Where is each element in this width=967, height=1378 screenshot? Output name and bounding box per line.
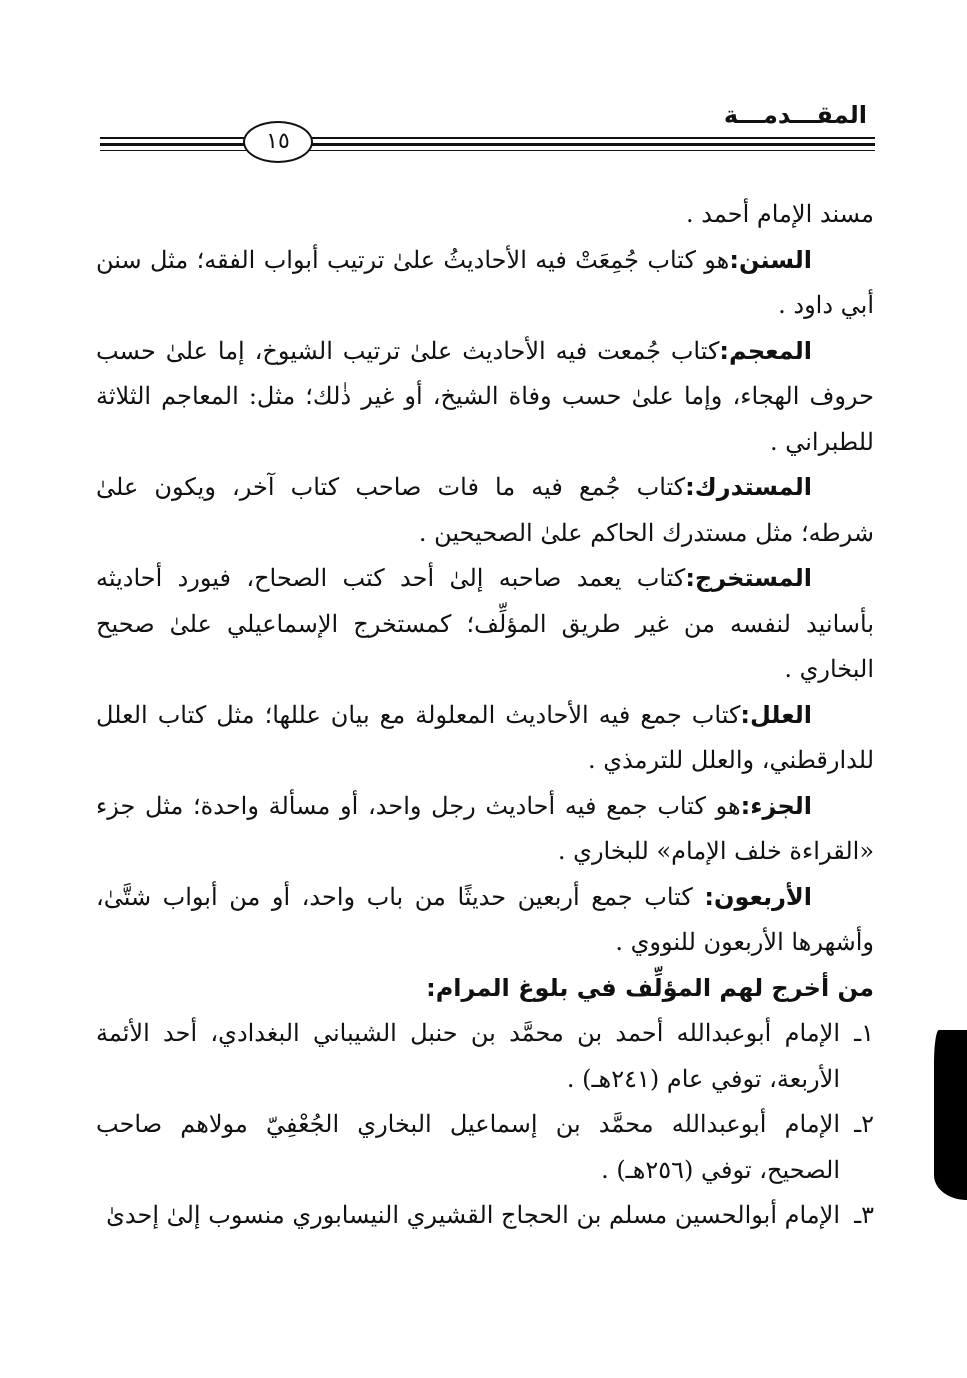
list-item-text: الإمام أبوعبدالله أحمد بن محمَّد بن حنبل الشيباني البغدادي، أحد الأئمة الأربعة، توفي عام (٢٤١هـ) . (96, 1019, 840, 1093)
list-item-text: الإمام أبوالحسين مسلم بن الحجاج القشيري النيسابوري منسوب إلىٰ إحدىٰ (106, 1201, 840, 1229)
definition-sunan: هو كتاب جُمِعَتْ فيه الأحاديثُ علىٰ ترتيب أبواب الفقه؛ مثل سنن أبي داود . (96, 245, 874, 319)
definition-arbaun: كتاب جمع أربعين حديثًا من باب واحد، أو من أبواب شتَّىٰ، وأشهرها الأربعون للنووي . (96, 882, 874, 956)
list-item (96, 1102, 874, 1193)
list-item (96, 1193, 874, 1239)
body-text (96, 192, 874, 1239)
paragraph-ilal (96, 693, 874, 784)
paragraph-arbaun (96, 875, 874, 966)
term-sunan: السنن: (729, 245, 812, 274)
list-item-text: الإمام أبوعبدالله محمَّد بن إسماعيل البخاري الجُعْفِيّ مولاهم صاحب الصحيح، توفي (٢٥٦هـ) . (96, 1110, 840, 1184)
term-juz: الجزء: (740, 791, 812, 820)
list-item-number: ٣ـ (854, 1201, 874, 1229)
paragraph-sunan (96, 238, 874, 329)
paragraph-mujam (96, 329, 874, 466)
paragraph-mustakhraj (96, 556, 874, 693)
term-mustadrak: المستدرك: (685, 473, 812, 501)
header-rule-middle (100, 143, 875, 146)
term-mustakhraj: المستخرج: (685, 564, 812, 592)
definition-mustakhraj: كتاب يعمد صاحبه إلىٰ أحد كتب الصحاح، فيورد أحاديثه بأسانيد لنفسه من غير طريق المؤلِّف؛ كمستخرج الإسماعيلي علىٰ صحيح البخاري . (96, 564, 874, 683)
scan-edge-mark (934, 1030, 967, 1200)
page-number: ١٥ (243, 121, 313, 163)
list-item-number: ١ـ (854, 1019, 874, 1047)
paragraph-continuation: مسند الإمام أحمد . (686, 200, 874, 228)
definition-ilal: كتاب جمع فيه الأحاديث المعلولة مع بيان عللها؛ مثل كتاب العلل للدارقطني، والعلل للترمذي . (96, 700, 874, 774)
definition-mujam: كتاب جُمعت فيه الأحاديث علىٰ ترتيب الشيوخ، إما علىٰ حسب حروف الهجاء، وإما علىٰ حسب وفاة الشيخ، أو غير ذٰلك؛ مثل: المعاجم الثلاثة للطبراني . (96, 336, 874, 456)
term-mujam: المعجم: (719, 336, 812, 365)
definition-juz: هو كتاب جمع فيه أحاديث رجل واحد، أو مسألة واحدة؛ مثل جزء «القراءة خلف الإمام» للبخاري . (96, 791, 874, 865)
header-rule-top (100, 137, 875, 139)
list-item-number: ٢ـ (854, 1110, 874, 1138)
running-title: المقـــدمـــة (723, 101, 867, 129)
section-heading: من أخرج لهم المؤلِّف في بلوغ المرام: (426, 973, 874, 1002)
paragraph-juz (96, 784, 874, 875)
definition-mustadrak: كتاب جُمع فيه ما فات صاحب كتاب آخر، ويكون علىٰ شرطه؛ مثل مستدرك الحاكم علىٰ الصحيحين . (96, 473, 874, 547)
term-ilal: العلل: (740, 700, 812, 729)
term-arbaun: الأربعون: (704, 882, 812, 911)
header-rule-bottom (100, 150, 875, 151)
list-item (96, 1011, 874, 1102)
paragraph-mustadrak (96, 465, 874, 556)
